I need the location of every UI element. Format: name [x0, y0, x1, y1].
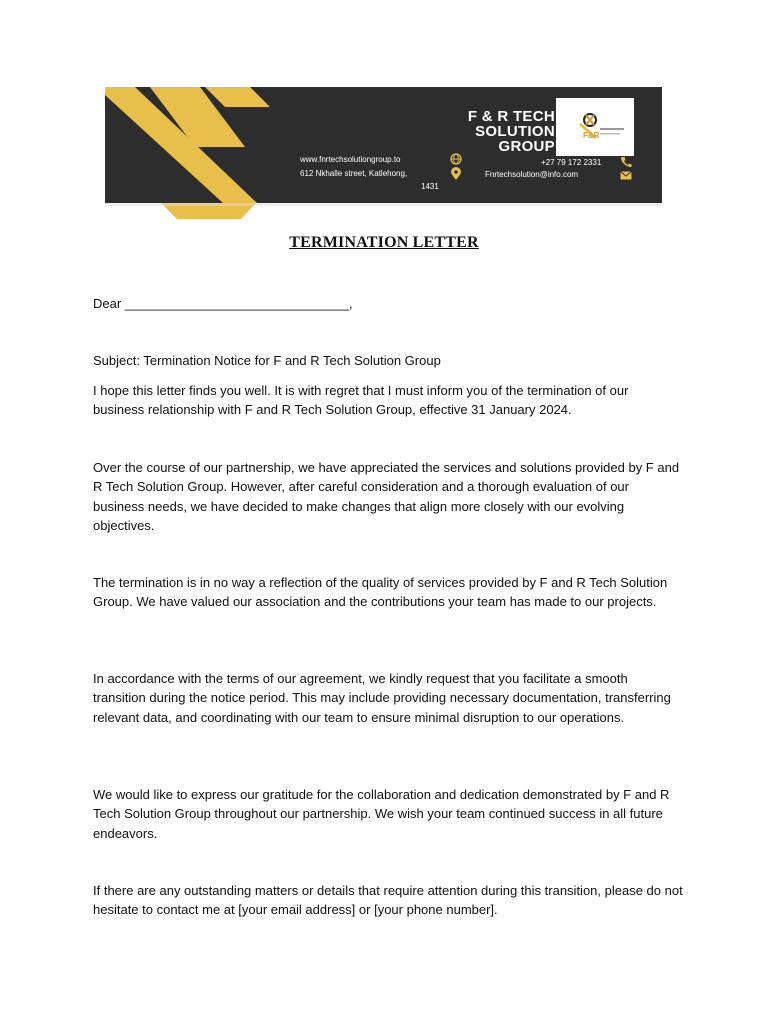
website-text: www.fnrtechsolutiongroup.to [300, 155, 401, 164]
email-text: Fnrtechsolution@info.com [485, 170, 579, 179]
paragraph-1: I hope this letter finds you well. It is with regret that I must inform you of the termination of our business relationship with F and R Tech Solution Group, effective 31 January 2024. [93, 383, 629, 418]
paragraph-3: The termination is in no way a reflection of the quality of services provided by F and R Tech Solution Group. We have valued our association and the contributions your team has made to our projects. [93, 575, 668, 610]
salutation: Dear _______________________________, [93, 296, 353, 311]
svg-text:F&R: F&R [583, 131, 600, 140]
paragraph-6: If there are any outstanding matters or details that require attention during this transition, please do not hesitate to contact me at [your email address] or [your phone number]. [93, 883, 683, 918]
header-banner [105, 87, 662, 203]
brand-line-3: GROUP [498, 138, 555, 155]
company-brand [405, 109, 555, 154]
address-line-1: 612 Nkhalle street, Katlehong, [300, 169, 408, 178]
stripe-tail-graphic [105, 203, 662, 219]
logo-graphic [556, 98, 634, 156]
banner-shadow [105, 203, 662, 219]
company-logo [556, 98, 634, 156]
letter-title: TERMINATION LETTER [289, 234, 479, 251]
address-line-2: 1431 [421, 182, 439, 191]
phone-icon [620, 156, 632, 168]
brand-line-2: SOLUTION [475, 123, 555, 140]
mail-icon [620, 171, 632, 180]
location-pin-icon [450, 167, 462, 181]
paragraph-4: In accordance with the terms of our agreement, we kindly request that you facilitate a smooth transition during the notice period. This may include providing necessary documentation, transferring relevant data, and coordinating with our team to ensure minimal disruption to our operations. [93, 671, 671, 725]
brand-line-1: F & R TECH [467, 108, 555, 125]
paragraph-5: We would like to express our gratitude for the collaboration and dedication demonstrated by F and R Tech Solution Group throughout our partnership. We wish your team continued success in all future endeavors. [93, 787, 670, 841]
subject-line: Subject: Termination Notice for F and R Tech Solution Group [93, 353, 441, 368]
globe-icon [450, 153, 462, 165]
phone-text: +27 79 172 2331 [541, 158, 602, 167]
paragraph-2: Over the course of our partnership, we have appreciated the services and solutions provided by F and R Tech Solution Group. However, after careful consideration and a thorough evaluation of our business needs, we have decided to make changes that align more closely with our evolving objectives. [93, 460, 680, 533]
